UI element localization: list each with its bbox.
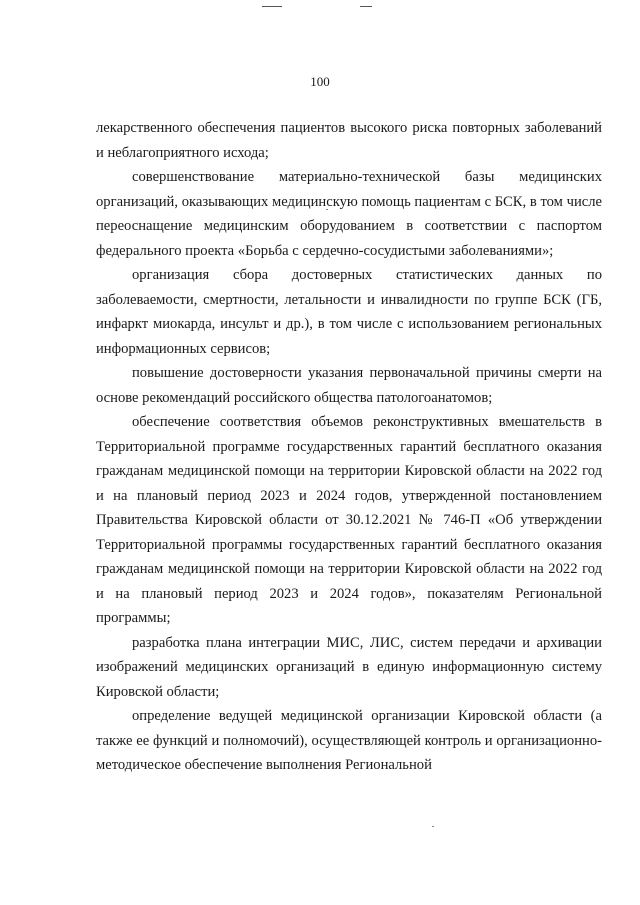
page-number: 100 [310,74,330,89]
paragraph-death-cause-accuracy: повышение достоверности указания первоначальной причины смерти на основе рекомендаций российского общества патологоанатомов; [96,365,602,406]
paragraph-lead-organization: определение ведущей медицинской организации Кировской области (а также ее функций и полномочий), осуществляющей контроль и организационно-методическое обеспечение выполнения Региональной [96,708,602,773]
paragraph-equipment-upgrade: совершенствование материально-технической базы медицинских организаций, оказывающих медицинскую помощь пациентам с БСК, в том числе переоснащение медицинским оборудованием в соответствии с паспортом федерального проекта «Борьба с сердечно-сосудистыми заболеваниями»; [96,169,602,259]
paragraph-continuation: лекарственного обеспечения пациентов высокого риска повторных заболеваний и неблагоприятного исхода; [96,120,602,161]
paragraph-statistics-collection: организация сбора достоверных статистических данных по заболеваемости, смертности, летальности и инвалидности по группе БСК (ГБ, инфаркт миокарда, инсульт и др.), в том числе с использованием региональных информационных сервисов; [96,267,602,357]
scan-artifact-line [262,6,282,7]
paragraph-integration-plan: разработка плана интеграции МИС, ЛИС, систем передачи и архивации изображений медицинских организаций в единую информационную систему Кировской области; [96,634,602,700]
scan-speck [326,209,328,210]
scan-artifact-line [360,6,372,7]
paragraph-territorial-program: обеспечение соответствия объемов реконструктивных вмешательств в Территориальной программе государственных гарантий бесплатного оказания гражданам медицинской помощи на территории Кировской области на 2022 год и на плановый период 2023 и 2024 годов, утвержденной постановлением Правительства Кировской области от 30.12.2021 № 746-П «Об утверждении Территориальной программы государственных гарантий бесплатного оказания гражданам медицинской помощи на территории Кировской области на 2022 год и на плановый период 2023 и 2024 годов», показателям Региональной программы; [96,414,602,626]
document-body [96,116,602,778]
scan-speck [432,826,434,827]
